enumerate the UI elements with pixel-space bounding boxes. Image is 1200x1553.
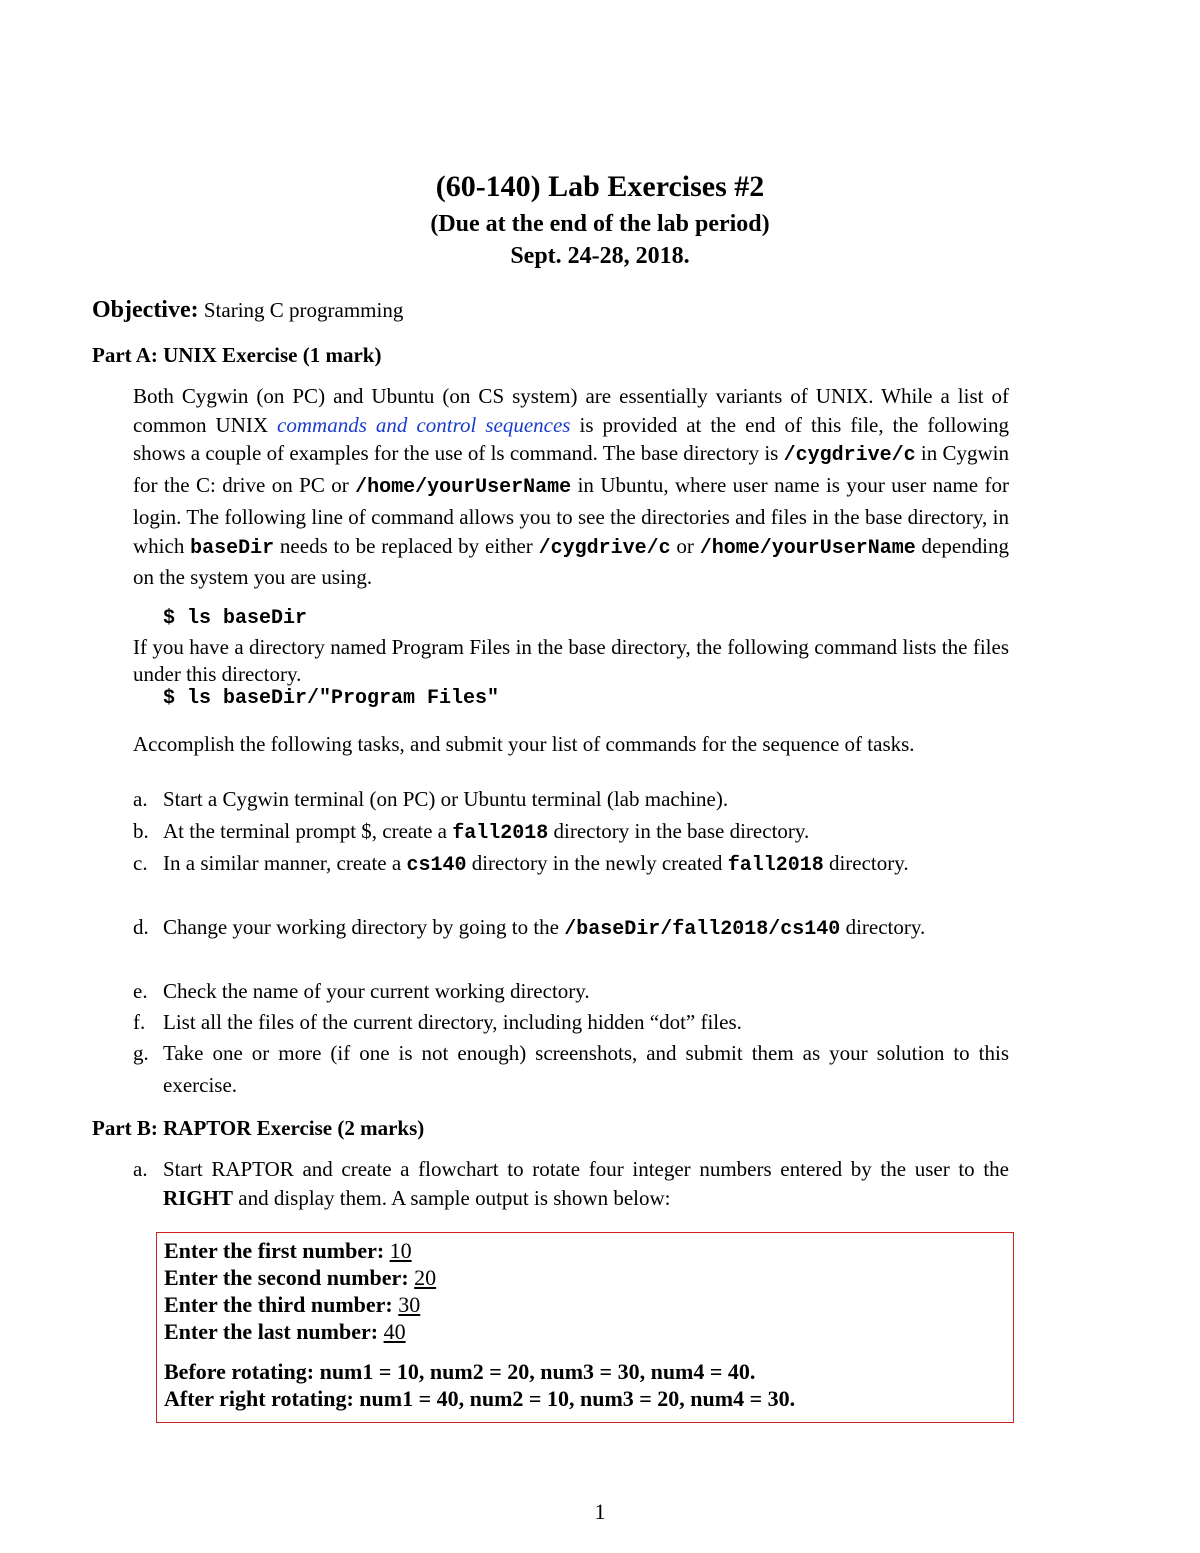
output-line-first — [164, 1238, 412, 1264]
code-cs140: cs140 — [406, 854, 467, 877]
sample-output-box — [156, 1232, 1014, 1423]
task-letter: g. — [133, 1041, 149, 1065]
intro-text-2: is provided at the end of this file, the following shows a couple of examples for the use of ls command. The base directory is — [133, 412, 1009, 466]
task-letter: f. — [133, 1010, 146, 1034]
date-range: Sept. 24-28, 2018. — [510, 243, 690, 269]
part-a-intro — [133, 382, 1009, 592]
task-text — [163, 1155, 1009, 1213]
task-text — [163, 815, 1009, 850]
output-after-rotating: After right rotating: num1 = 40, num2 = 10, num3 = 20, num4 = 30. — [164, 1386, 796, 1411]
objective-label: Objective: — [92, 297, 199, 323]
objective — [92, 297, 403, 324]
task-letter: b. — [133, 819, 149, 843]
output-label: Enter the third number: — [164, 1292, 399, 1317]
output-label: Enter the second number: — [164, 1265, 415, 1290]
tasks-intro: Accomplish the following tasks, and submit your list of commands for the sequence of tasks. — [133, 732, 915, 756]
output-label: Enter the first number: — [164, 1238, 390, 1263]
task-b-text-2: directory in the base directory. — [548, 819, 810, 843]
task-e — [133, 975, 1009, 1007]
code-cygdrive-2: /cygdrive/c — [538, 536, 671, 560]
task-d — [133, 911, 1009, 946]
commands-link[interactable]: commands and control sequences — [277, 412, 571, 437]
output-value: 20 — [414, 1265, 437, 1290]
raptor-text-2: and display them. A sample output is shown below: — [233, 1186, 671, 1210]
code-basedir: baseDir — [190, 536, 275, 560]
program-files-paragraph: If you have a directory named Program Files in the base directory, the following command lists the files under this directory. — [133, 635, 1009, 686]
page-number: 1 — [594, 1499, 606, 1524]
output-line-third — [164, 1292, 420, 1318]
task-g — [133, 1037, 1009, 1101]
intro-text-4: in Ubuntu, where user name is your user name for login. The following line of command allows you to see the directories and files in the base directory, in which — [133, 473, 1010, 558]
objective-text: Staring C programming — [203, 298, 404, 322]
intro-text-3: in Cygwin for the C: drive on PC or — [133, 441, 1010, 498]
code-home: /home/yourUserName — [355, 476, 572, 500]
task-text: Take one or more (if one is not enough) screenshots, and submit them as your solution to this exercise. — [163, 1041, 1009, 1097]
raptor-text-1: Start RAPTOR and create a flowchart to rotate four integer numbers entered by the user to the — [163, 1157, 1009, 1181]
output-value: 40 — [383, 1319, 406, 1344]
task-d-text-1: Change your working directory by going to the — [163, 915, 565, 939]
task-c-text-1: In a similar manner, create a — [163, 851, 407, 875]
task-a — [133, 783, 1009, 815]
output-value: 30 — [398, 1292, 421, 1317]
document-title: (60-140) Lab Exercises #2 — [435, 170, 765, 203]
task-letter: c. — [133, 851, 148, 875]
task-text: Check the name of your current working directory. — [163, 979, 590, 1003]
intro-text-6: or — [670, 533, 700, 558]
output-before-rotating: Before rotating: num1 = 10, num2 = 20, num3 = 30, num4 = 40. — [164, 1359, 756, 1384]
intro-text-5: needs to be replaced by either — [274, 533, 539, 558]
right-keyword: RIGHT — [163, 1186, 234, 1210]
task-letter: d. — [133, 915, 149, 939]
code-home-2: /home/yourUserName — [699, 536, 916, 560]
code-fall2018: fall2018 — [727, 854, 824, 877]
task-c-text-3: directory. — [823, 851, 909, 875]
task-text: List all the files of the current directory, including hidden “dot” files. — [163, 1010, 742, 1034]
task-c-text-2: directory in the newly created — [466, 851, 728, 875]
output-line-last — [164, 1319, 406, 1345]
code-cygdrive: /cygdrive/c — [783, 444, 916, 468]
output-label: Enter the last number: — [164, 1319, 384, 1344]
output-value: 10 — [389, 1238, 412, 1263]
task-text — [163, 847, 1009, 882]
intro-text-1: Both Cygwin (on PC) and Ubuntu (on CS system) are essentially variants of UNIX. While a list of common UNIX — [133, 384, 1009, 437]
task-letter: e. — [133, 979, 148, 1003]
task-letter: a. — [133, 787, 148, 811]
part-a-heading: Part A: UNIX Exercise (1 mark) — [92, 343, 382, 367]
task-text: Start a Cygwin terminal (on PC) or Ubuntu terminal (lab machine). — [163, 787, 729, 811]
task-text — [163, 911, 1009, 946]
command-ls-basedir: $ ls baseDir — [163, 607, 308, 630]
part-b-task-a — [133, 1155, 1009, 1213]
task-letter: a. — [133, 1157, 148, 1181]
task-f — [133, 1006, 1009, 1038]
intro-text-7: depending on the system you are using. — [133, 533, 1010, 590]
code-fall2018: fall2018 — [452, 822, 549, 845]
task-d-text-2: directory. — [840, 915, 926, 939]
command-ls-program-files: $ ls baseDir/"Program Files" — [163, 687, 500, 710]
code-path: /baseDir/fall2018/cs140 — [564, 918, 841, 941]
task-b — [133, 815, 1009, 850]
task-b-text-1: At the terminal prompt $, create a — [163, 819, 453, 843]
output-line-second — [164, 1265, 436, 1291]
due-note: (Due at the end of the lab period) — [430, 211, 770, 237]
task-c — [133, 847, 1009, 882]
part-b-heading: Part B: RAPTOR Exercise (2 marks) — [92, 1116, 425, 1140]
